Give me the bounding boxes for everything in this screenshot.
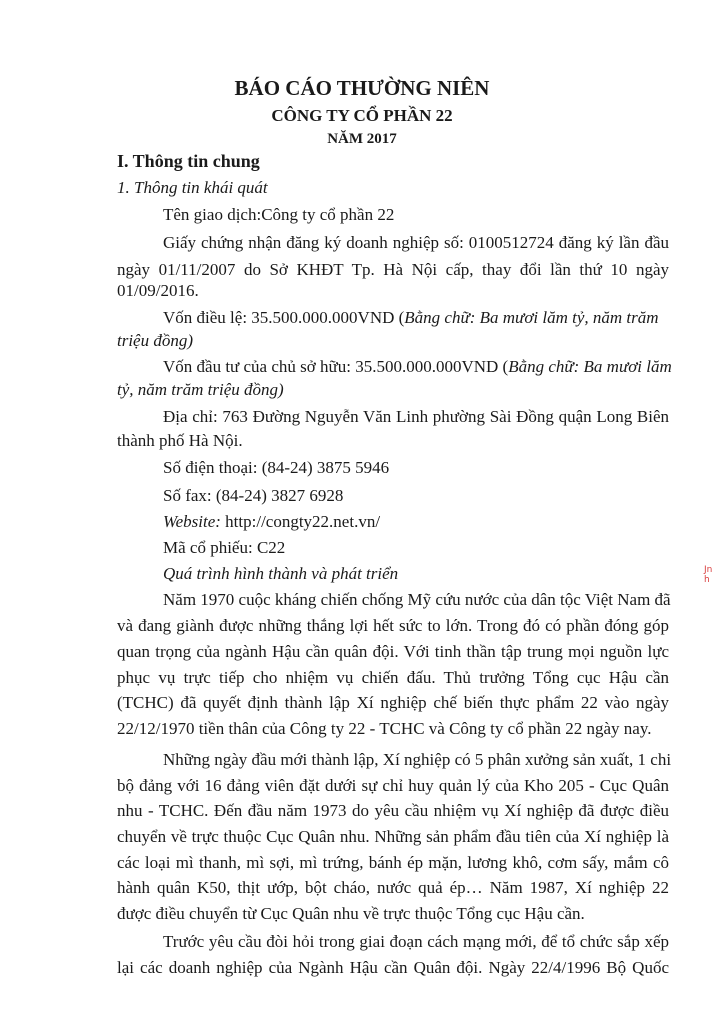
history-heading: Quá trình hình thành và phát triển [163, 564, 399, 583]
history-p1-line: Năm 1970 cuộc kháng chiến chống Mỹ cứu nước của dân tộc Việt Nam đã [163, 590, 671, 609]
phone-number: Số điện thoại: (84-24) 3875 5946 [163, 458, 390, 477]
history-p1-line: (TCHC) đã quyết định thành lập Xí nghiệp chế biến thực phẩm 22 vào ngày [117, 693, 669, 712]
history-p1-line: quan trọng của ngành Hậu cần quân đội. Với tinh thần tập trung mọi nguồn lực [117, 642, 669, 661]
owner-equity-line-2: tỷ, năm trăm triệu đồng) [117, 380, 284, 399]
trade-name: Tên giao dịch:Công ty cổ phần 22 [163, 205, 395, 224]
website-line [163, 511, 380, 533]
owner-equity-line-1 [163, 356, 672, 378]
subsection-heading: 1. Thông tin khái quát [117, 178, 268, 197]
history-p1-line: 22/12/1970 tiền thân của Công ty 22 - TCHC và Công ty cổ phần 22 ngày nay. [117, 719, 652, 738]
owner-equity-words: Bằng chữ: Ba mươi lăm [508, 357, 672, 376]
report-year: NĂM 2017 [327, 131, 397, 147]
address-line-1: Địa chỉ: 763 Đường Nguyễn Văn Linh phường Sài Đồng quận Long Biên [163, 407, 669, 426]
website-label: Website: [163, 512, 221, 531]
company-name: CÔNG TY CỔ PHẦN 22 [271, 106, 453, 125]
history-p3-line: lại các doanh nghiệp của Ngành Hậu cần Quân đội. Ngày 22/4/1996 Bộ Quốc [117, 958, 669, 977]
charter-capital-line-1 [163, 307, 659, 329]
history-p2-line: nhu - TCHC. Đến đầu năm 1973 do yêu cầu nhiệm vụ Xí nghiệp đã được điều [117, 801, 669, 820]
history-p2-line: hành quân K50, thịt ướp, bột cháo, nước quả ép… Năm 1987, Xí nghiệp 22 [117, 878, 669, 897]
charter-capital-value: Vốn điều lệ: 35.500.000.000VND ( [163, 308, 405, 327]
cert-line-1: Giấy chứng nhận đăng ký doanh nghiệp số: 0100512724 đăng ký lần đầu [163, 233, 669, 252]
history-p1-line: phục vụ trực tiếp cho nhiệm vụ chiến đấu. Thủ trưởng Tổng cục Hậu cần [117, 668, 669, 687]
cert-line-3: 01/09/2016. [117, 281, 199, 300]
website-link[interactable]: http://congty22.net.vn/ [220, 512, 381, 531]
history-p1-line: và đang giành được những thắng lợi hết sức to lớn. Trong đó có phần đóng góp [117, 616, 669, 635]
owner-equity-value: Vốn đầu tư của chủ sở hữu: 35.500.000.000VND ( [163, 357, 509, 376]
history-p2-line: Những ngày đầu mới thành lập, Xí nghiệp có 5 phân xưởng sản xuất, 1 chi [163, 750, 672, 769]
history-p2-line: được điều chuyển từ Cục Quân nhu về trực thuộc Tổng cục Hậu cần. [117, 904, 585, 923]
charter-capital-line-2: triệu đồng) [117, 331, 194, 350]
margin-stamp-mark: Jn h [704, 565, 713, 585]
section-heading: I. Thông tin chung [117, 151, 260, 171]
charter-capital-words: Bằng chữ: Ba mươi lăm tỷ, năm trăm [404, 308, 659, 327]
history-p2-line: các loại mì thanh, mì sợi, mì trứng, bánh ép mặn, lương khô, cơm sấy, mắm cô [117, 853, 669, 872]
report-title: BÁO CÁO THƯỜNG NIÊN [234, 76, 490, 100]
fax-number: Số fax: (84-24) 3827 6928 [163, 486, 344, 505]
ticker: Mã cổ phiếu: C22 [163, 538, 286, 557]
cert-line-2: ngày 01/11/2007 do Sở KHĐT Tp. Hà Nội cấp, thay đổi lần thứ 10 ngày [117, 260, 669, 279]
history-p2-line: chuyển về trực thuộc Cục Quân nhu. Những sản phẩm đầu tiên của Xí nghiệp là [117, 827, 669, 846]
address-line-2: thành phố Hà Nội. [117, 431, 243, 450]
history-p3-line: Trước yêu cầu đòi hỏi trong giai đoạn cách mạng mới, để tổ chức sắp xếp [163, 932, 669, 951]
history-p2-line: bộ đảng với 16 đảng viên đặt dưới sự chỉ huy quản lý của Kho 205 - Cục Quân [117, 776, 669, 795]
